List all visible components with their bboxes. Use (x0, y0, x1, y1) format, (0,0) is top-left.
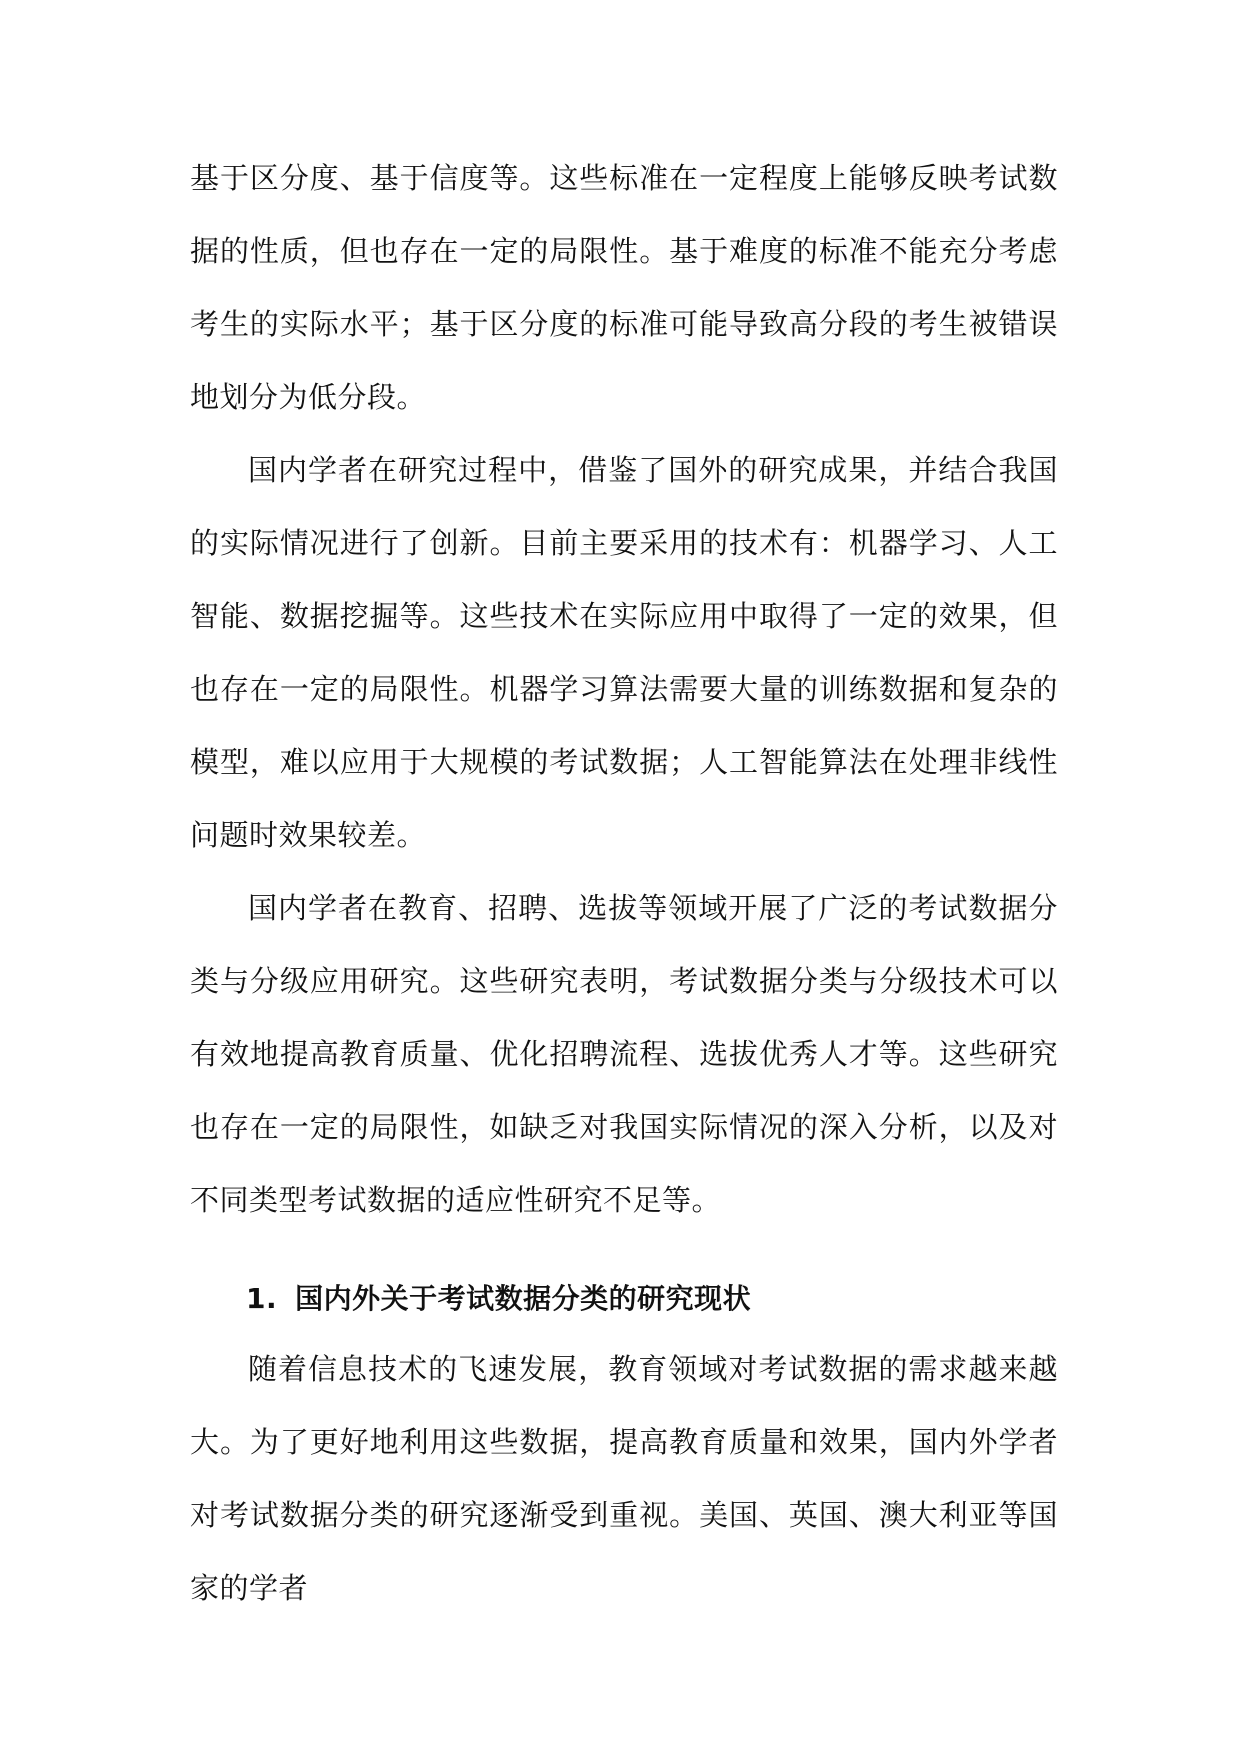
document-page (190, 142, 1058, 1625)
paragraph-domestic-applications: 国内学者在教育、招聘、选拔等领域开展了广泛的考试数据分类与分级应用研究。这些研究表明，考试数据分类与分级技术可以有效地提高教育质量、优化招聘流程、选拔优秀人才等。这些研究也存在一定的局限性，如缺乏对我国实际情况的深入分析，以及对不同类型考试数据的适应性研究不足等。 (190, 891, 1058, 1217)
paragraph-section-intro: 随着信息技术的飞速发展，教育领域对考试数据的需求越来越大。为了更好地利用这些数据，提高教育质量和效果，国内外学者对考试数据分类的研究逐渐受到重视。美国、英国、澳大利亚等国家的学者 (190, 1352, 1058, 1605)
paragraph-domestic-techniques: 国内学者在研究过程中，借鉴了国外的研究成果，并结合我国的实际情况进行了创新。目前主要采用的技术有：机器学习、人工智能、数据挖掘等。这些技术在实际应用中取得了一定的效果，但也存在一定的局限性。机器学习算法需要大量的训练数据和复杂的模型，难以应用于大规模的考试数据；人工智能算法在处理非线性问题时效果较差。 (190, 453, 1058, 852)
section-heading (190, 1269, 1058, 1329)
paragraph-continuation: 基于区分度、基于信度等。这些标准在一定程度上能够反映考试数据的性质，但也存在一定的局限性。基于难度的标准不能充分考虑考生的实际水平；基于区分度的标准可能导致高分段的考生被错误地划分为低分段。 (190, 161, 1058, 414)
section-number: 1. (246, 1282, 278, 1315)
section-title: 国内外关于考试数据分类的研究现状 (295, 1282, 752, 1315)
